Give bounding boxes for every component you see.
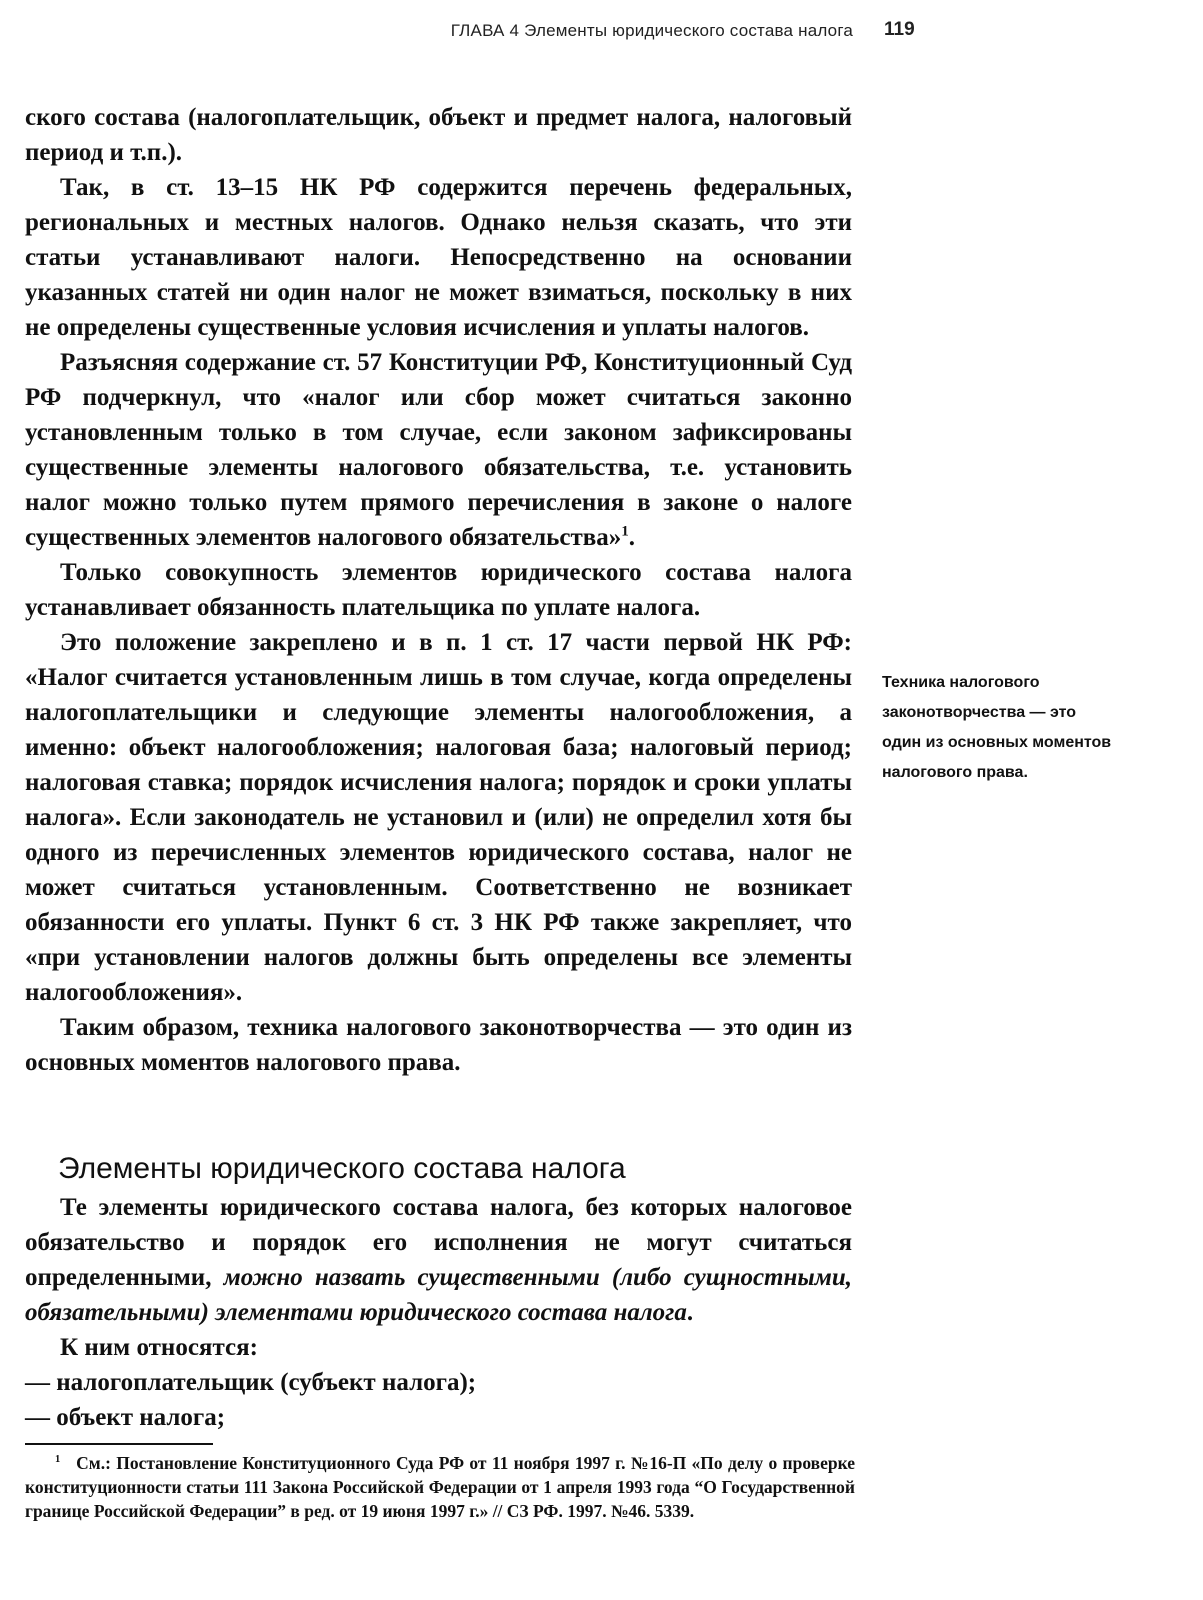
section-text bbox=[25, 1190, 852, 1435]
paragraph: Это положение закреплено и в п. 1 ст. 17 части первой НК РФ: «Налог считается установленным лишь в том случае, когда определены налогоплательщики и следующие элементы налогообложения, а именно: объект налогообложения; налоговая база; налоговый период; налоговая ставка; порядок исчисления налога; порядок и сроки уплаты налога». Если законодатель не установил и (или) не определил хотя бы одного из перечисленных элементов юридического состава, налог не может считаться установленным. Соответственно не возникает обязанности его уплаты. Пункт 6 ст. 3 НК РФ также закрепляет, что «при установлении налогов должны быть определены все элементы налогообложения». bbox=[25, 629, 852, 1006]
paragraph: Только совокупность элементов юридического состава налога устанавливает обязанность плательщика по уплате налога. bbox=[25, 559, 852, 621]
margin-note: Техника налогового законотворчества — это один из основных моментов налогового права. bbox=[882, 674, 1112, 781]
footnote-ref[interactable]: 1 bbox=[621, 523, 629, 540]
paragraph-end: . bbox=[686, 1299, 694, 1326]
list-item: — объект налога; bbox=[25, 1404, 226, 1431]
paragraph: Таким образом, техника налогового законотворчества — это один из основных моментов налогового права. bbox=[25, 1014, 852, 1076]
paragraph-text: Те элементы юридического состава налога, без которых налоговое обязательство и порядок его исполнения не могут считаться определенными, bbox=[25, 1194, 852, 1291]
footnote-number: 1 bbox=[55, 1454, 61, 1466]
chapter-title: ГЛАВА 4 Элементы юридического состава налога bbox=[450, 21, 853, 40]
emphasis-text: можно назвать существенными (либо сущностными, обязательными) элементами юридического состава налога bbox=[25, 1264, 852, 1326]
section-heading: Элементы юридического состава налога bbox=[58, 1152, 626, 1185]
paragraph: К ним относятся: bbox=[60, 1334, 258, 1361]
footnote-divider bbox=[25, 1443, 213, 1445]
paragraph bbox=[25, 1190, 852, 1330]
footnote-text: См.: Постановление Конституционного Суда РФ от 11 ноября 1997 г. №16-П «По делу о проверке конституционности статьи 111 Закона Российской Федерации от 1 апреля 1993 года “О Государственной границе Российской Федерации” в ред. от 19 июня 1997 г.» // СЗ РФ. 1997. №46. 5339. bbox=[25, 1453, 855, 1521]
paragraph bbox=[25, 345, 852, 555]
main-text bbox=[25, 100, 852, 1080]
paragraph-end: . bbox=[628, 524, 636, 551]
paragraph: Так, в ст. 13–15 НК РФ содержится перечень федеральных, региональных и местных налогов. Однако нельзя сказать, что эти статьи устанавливают налоги. Непосредственно на основании указанных статей ни один налог не может взиматься, поскольку в них не определены существенные условия исчисления и уплаты налогов. bbox=[25, 174, 852, 341]
list-item: — налогоплательщик (субъект налога); bbox=[25, 1369, 477, 1396]
footnote bbox=[25, 1451, 855, 1523]
paragraph-text: Разъясняя содержание ст. 57 Конституции РФ, Конституционный Суд РФ подчеркнул, что «налог или сбор может считаться законно установленным только в том случае, если законом зафиксированы существенные элементы налогового обязательства, т.е. установить налог можно только путем прямого перечисления в законе о налоге существенных элементов налогового обязательства» bbox=[25, 349, 852, 551]
paragraph: ского состава (налогоплательщик, объект и предмет налога, налоговый период и т.п.). bbox=[25, 104, 852, 166]
page-number: 119 bbox=[884, 19, 915, 40]
running-head bbox=[0, 18, 1203, 48]
